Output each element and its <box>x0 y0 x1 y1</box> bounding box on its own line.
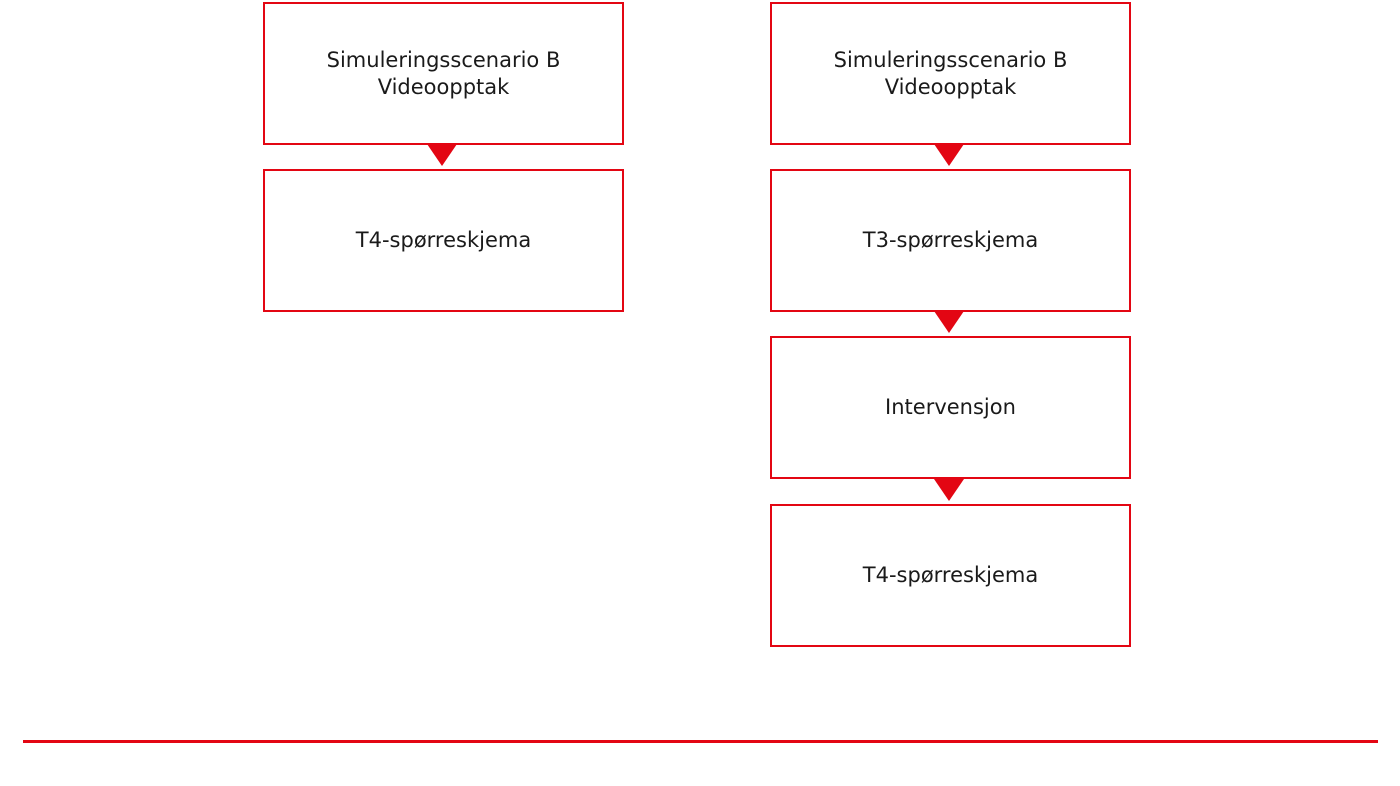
flow-box-intervention <box>770 336 1131 479</box>
down-arrow-icon <box>934 311 964 333</box>
flow-box-label: Intervensjon <box>885 395 1016 419</box>
flow-box-t3-questionnaire <box>770 169 1131 312</box>
flow-box-t4-questionnaire <box>770 504 1131 647</box>
flow-box-simulation-scenario <box>263 2 624 145</box>
flow-box-label: T3-spørreskjema <box>862 228 1039 252</box>
flow-box-label: Simuleringsscenario B Videoopptak <box>326 47 561 99</box>
footer-divider <box>23 740 1378 743</box>
flow-box-label: T4-spørreskjema <box>862 563 1039 587</box>
down-arrow-icon <box>427 144 457 166</box>
flow-box-t4-questionnaire <box>263 169 624 312</box>
flow-box-label: T4-spørreskjema <box>355 228 532 252</box>
flow-box-simulation-scenario <box>770 2 1131 145</box>
down-arrow-icon <box>934 479 964 501</box>
down-arrow-icon <box>934 144 964 166</box>
flow-box-label: Simuleringsscenario B Videoopptak <box>833 47 1068 99</box>
